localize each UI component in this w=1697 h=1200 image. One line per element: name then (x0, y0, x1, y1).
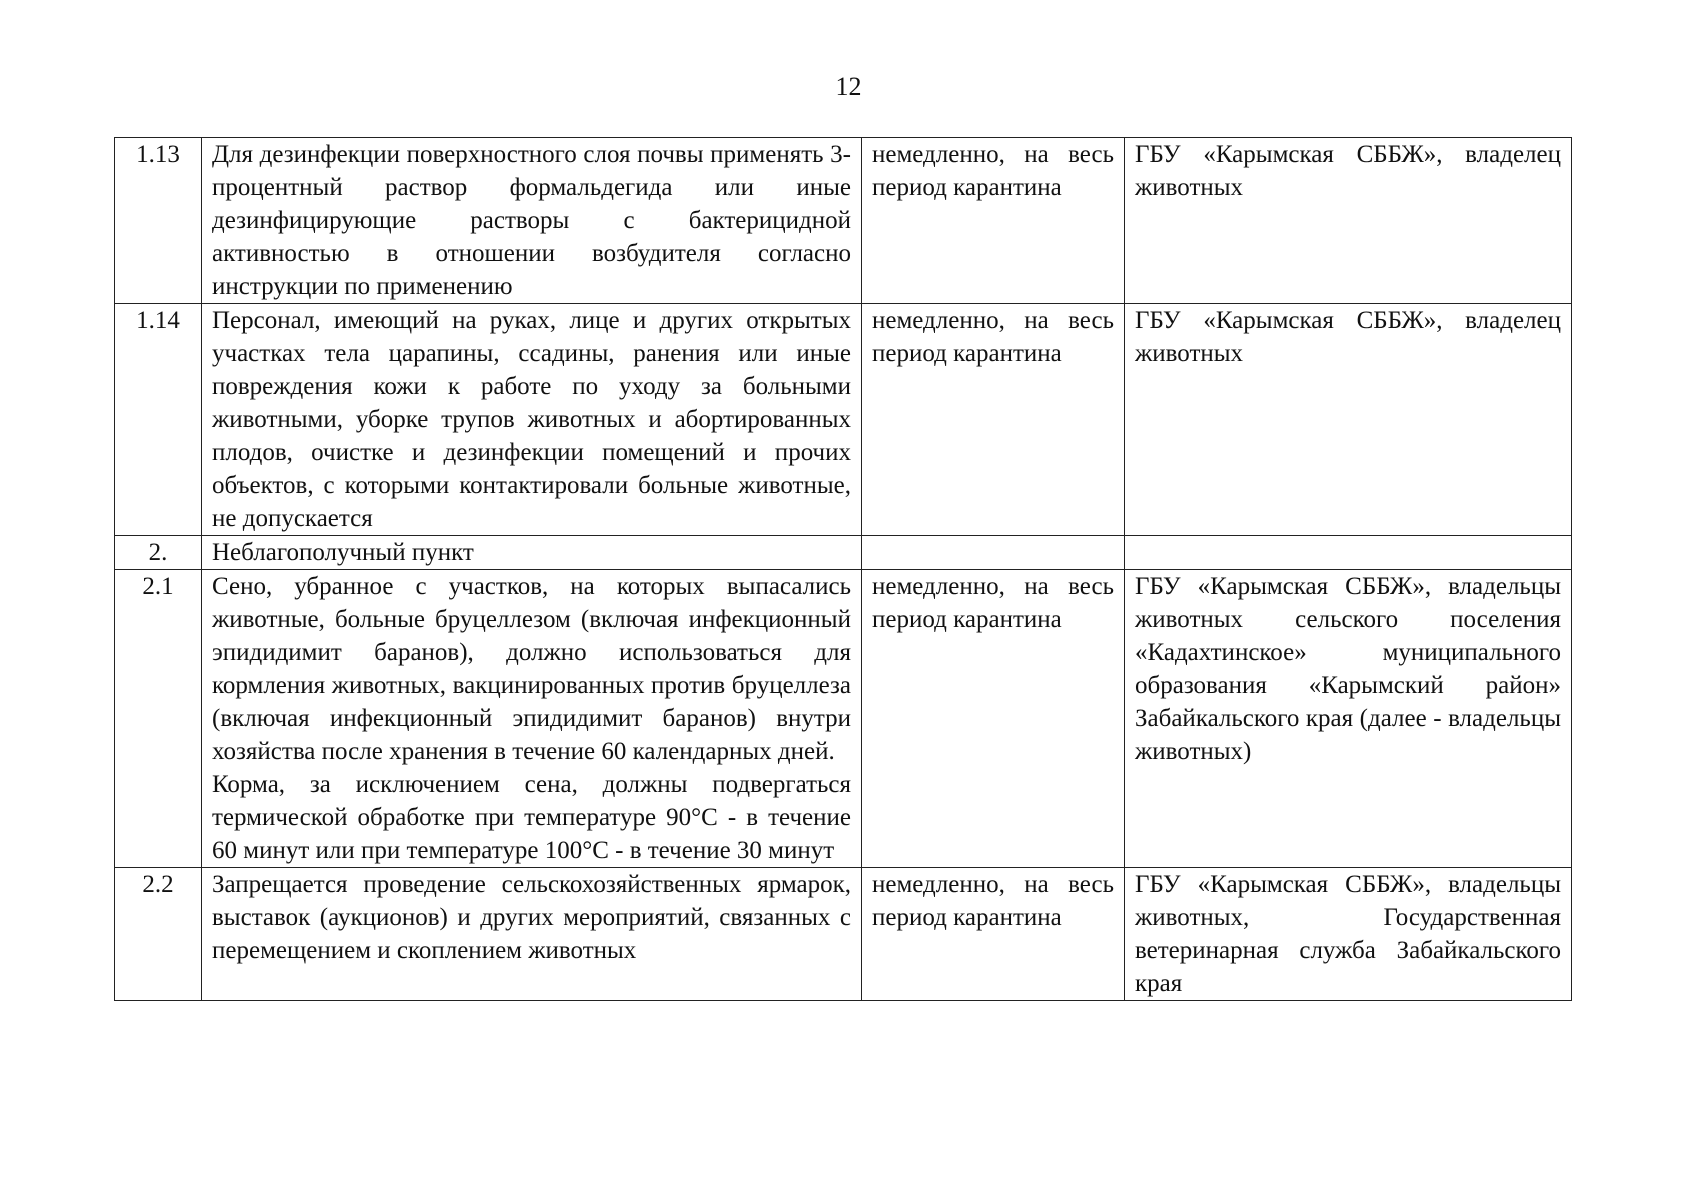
measure-paragraph: Запрещается проведение сельскохозяйственных ярмарок, выставок (аукционов) и других мероприятий, связанных с перемещением и скоплением животных (212, 871, 851, 964)
table-row (115, 868, 1572, 1001)
measure-text (202, 868, 862, 1001)
table-row (115, 304, 1572, 536)
table-row (115, 138, 1572, 304)
measure-text (202, 304, 862, 536)
measure-term: немедленно, на весь период карантина (862, 304, 1125, 536)
measure-term (862, 536, 1125, 570)
measure-text (202, 536, 862, 570)
row-number: 1.14 (115, 304, 202, 536)
measure-term: немедленно, на весь период карантина (862, 138, 1125, 304)
page-number: 12 (835, 72, 862, 101)
measure-responsible: ГБУ «Карымская СББЖ», владельцы животных, Государственная ветеринарная служба Забайкальского края (1125, 868, 1572, 1001)
measure-paragraph: Персонал, имеющий на руках, лице и других открытых участках тела царапины, ссадины, ранения или иные повреждения кожи к работе по уходу за больными животными, уборке трупов животных и абортированных плодов, очистке и дезинфекции помещений и прочих объектов, с которыми контактировали больные животные, не допускается (212, 307, 851, 532)
measure-paragraph: Сено, убранное с участков, на которых выпасались животные, больные бруцеллезом (включая инфекционный эпидидимит баранов), должно использоваться для кормления животных, вакцинированных против бруцеллеза (включая инфекционный эпидидимит баранов) внутри хозяйства после хранения в течение 60 календарных дней. (212, 573, 851, 765)
measure-text (202, 138, 862, 304)
measure-paragraph: Неблагополучный пункт (212, 539, 474, 566)
measure-paragraph: Корма, за исключением сена, должны подвергаться термической обработке при температуре 90°С - в течение 60 минут или при температуре 100°С - в течение 30 минут (212, 771, 851, 864)
table-row (115, 536, 1572, 570)
measure-term: немедленно, на весь период карантина (862, 868, 1125, 1001)
measure-text (202, 570, 862, 868)
row-number: 2.1 (115, 570, 202, 868)
row-number: 2.2 (115, 868, 202, 1001)
table-row (115, 570, 1572, 868)
measures-table (114, 137, 1572, 1001)
measure-responsible: ГБУ «Карымская СББЖ», владельцы животных сельского поселения «Кадахтинское» муниципального образования «Карымский район» Забайкальского края (далее - владельцы животных) (1125, 570, 1572, 868)
measure-paragraph: Для дезинфекции поверхностного слоя почвы применять 3-процентный раствор формальдегида или иные дезинфицирующие растворы с бактерицидной активностью в отношении возбудителя согласно инструкции по применению (212, 141, 851, 300)
measure-term: немедленно, на весь период карантина (862, 570, 1125, 868)
measure-responsible: ГБУ «Карымская СББЖ», владелец животных (1125, 138, 1572, 304)
row-number: 2. (115, 536, 202, 570)
measure-responsible: ГБУ «Карымская СББЖ», владелец животных (1125, 304, 1572, 536)
row-number: 1.13 (115, 138, 202, 304)
measure-responsible (1125, 536, 1572, 570)
